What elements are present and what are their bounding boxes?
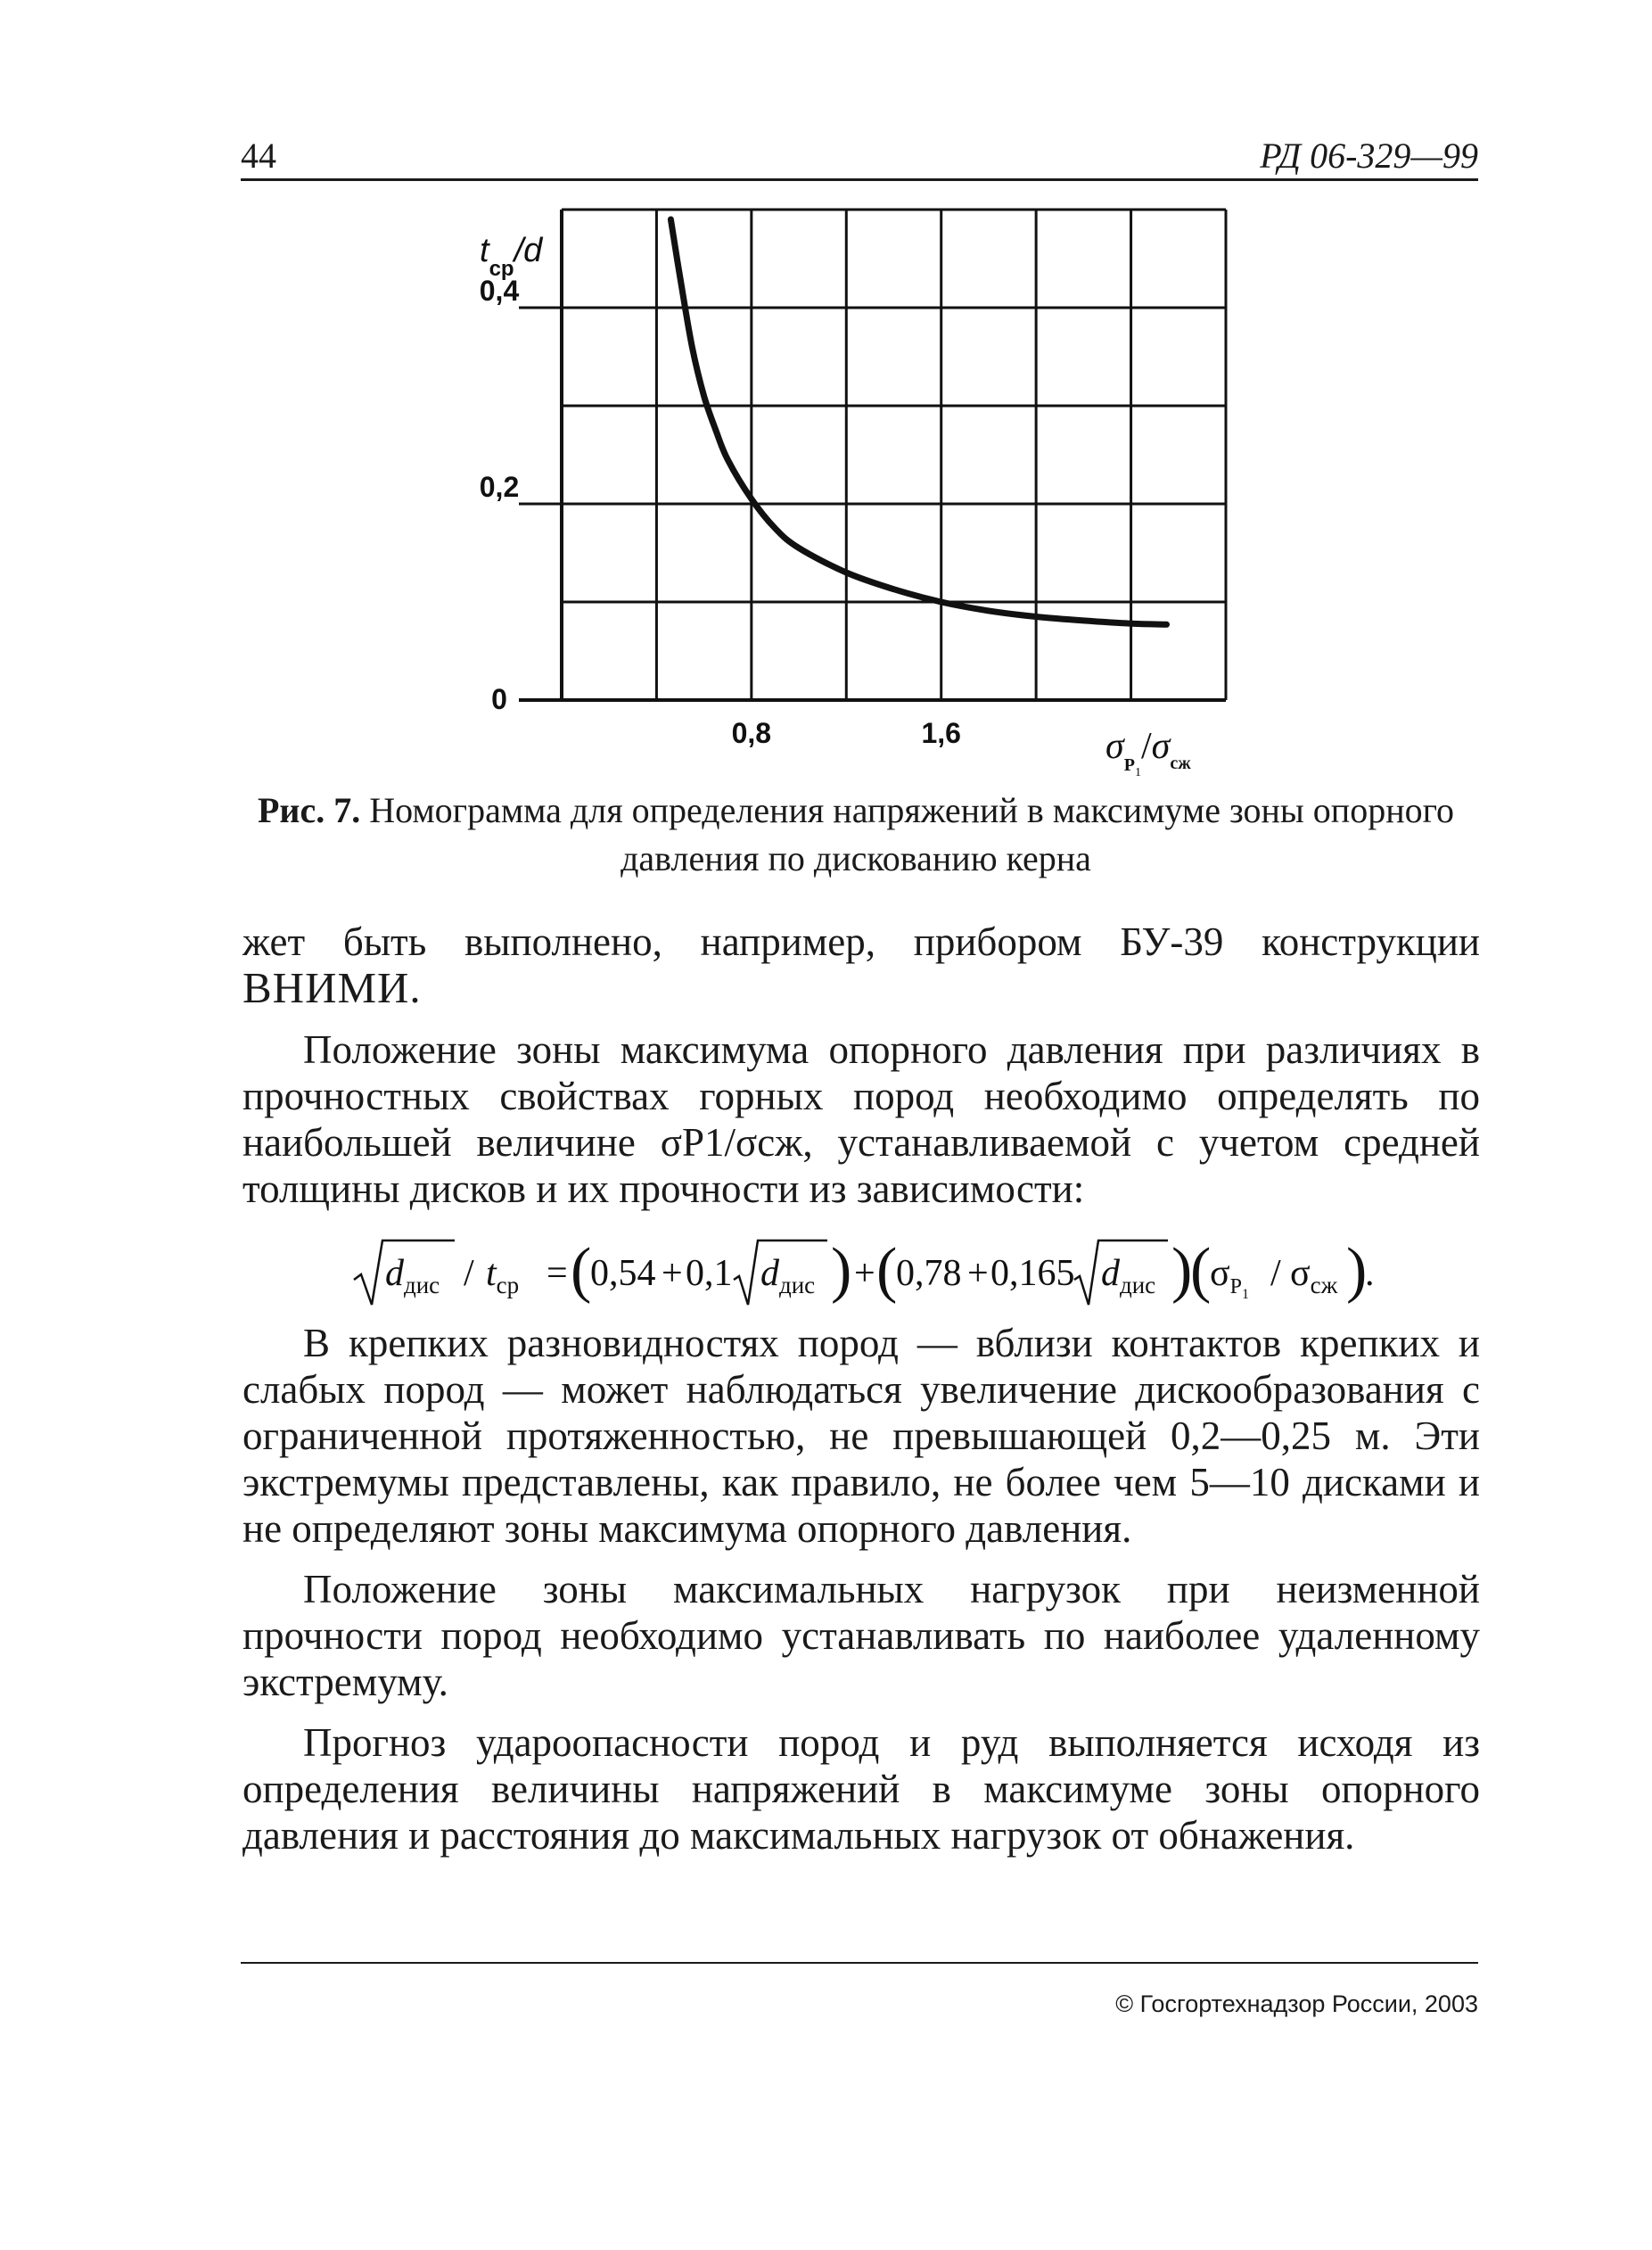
copyright-notice: © Госгортехнадзор России, 2003 <box>1115 1990 1478 2017</box>
x-tick-label-0: 0,8 <box>731 717 772 749</box>
formula-d-3: $d_{дис}$ <box>1101 1253 1156 1298</box>
document-code: РД 06-329—99 <box>1260 136 1478 176</box>
paren-open-1: ( <box>571 1236 592 1305</box>
header-rule <box>241 178 1478 181</box>
figure-caption <box>232 787 1480 883</box>
axes <box>519 210 1226 700</box>
tick-labels <box>480 275 961 749</box>
formula-t: $t_{ср}$ <box>486 1253 520 1298</box>
y-tick-label-2: 0,4 <box>479 275 520 307</box>
paragraph-0-text: жет быть выполнено, например, прибором БУ-39 конструкции <box>242 919 1480 964</box>
formula-plus-2: + <box>854 1253 875 1294</box>
paren-open-2: ( <box>876 1236 898 1305</box>
caption-text: Номограмма для определения напряжений в максимуме зоны опорного давления по дискованию керна <box>369 790 1455 878</box>
paren-open-3: ( <box>1190 1236 1212 1305</box>
formula-const-3: 0,78 <box>896 1253 962 1294</box>
formula-sigma-sg: $\sigma_{сж}$ <box>1290 1253 1338 1298</box>
paren-close-3: ) <box>1346 1236 1368 1305</box>
formula-plus-3: + <box>967 1253 989 1294</box>
y-tick-label-1: 0,2 <box>479 471 520 503</box>
formula-d-2: $d_{дис}$ <box>760 1253 816 1298</box>
page-number: 44 <box>241 136 276 176</box>
series-curve <box>670 219 1166 624</box>
x-axis-label: $\sigma_P1/\sigma_{сж}$ <box>1105 726 1191 779</box>
footer-rule <box>241 1962 1478 1964</box>
x-tick-label-1: 1,6 <box>921 717 961 749</box>
paren-close-1: ) <box>831 1236 852 1305</box>
paragraph-4: Прогноз удароопасности пород и руд выполняется исходя из определения величины напряжений в максимуме зоны опорного давления и расстояния до максимальных нагрузок от обнажения. <box>242 1720 1480 1858</box>
y-tick-label-0: 0 <box>491 683 507 715</box>
paragraph-3: Положение зоны максимальных нагрузок при неизменной прочности пород необходимо устанавливать по наиболее удаленному экстремуму. <box>242 1567 1480 1704</box>
text-block-top <box>242 919 1480 1226</box>
nomogram-chart <box>464 201 1266 789</box>
formula-sigma-p: $\sigma_P1$ <box>1210 1253 1249 1302</box>
paragraph-2: В крепких разновидностях пород — вблизи контактов крепких и слабых пород — может наблюдаться увеличение дискообразования с ограниченной протяженностью, не превышающей 0,2—0,25 м. Эти экстремумы представлены, как правило, не более чем 5—10 дисками и не определяют зоны максимума опорного давления. <box>242 1321 1480 1551</box>
grid <box>562 210 1226 700</box>
caption-label: Рис. 7. <box>257 790 361 830</box>
y-axis-label: $t_{ср}/d$ <box>480 232 543 281</box>
formula-d-1: $d_{дис}$ <box>385 1253 440 1298</box>
formula-equals: = <box>547 1253 568 1294</box>
formula-end-dot: . <box>1365 1253 1375 1294</box>
paragraph-0-tail: ВНИМИ. <box>242 963 422 1012</box>
formula-const-1: 0,54 <box>590 1253 656 1294</box>
formula-const-4: 0,165 <box>990 1253 1075 1294</box>
formula-slash-1: / <box>464 1253 474 1294</box>
paren-close-2: ) <box>1171 1236 1193 1305</box>
formula-const-2: 0,1 <box>686 1253 733 1294</box>
text-block-bottom <box>242 1320 1480 1873</box>
paragraph-continuation <box>242 919 1480 1012</box>
formula <box>352 1233 1404 1314</box>
formula-plus-1: + <box>662 1253 683 1294</box>
paragraph-1: Положение зоны максимума опорного давления при различиях в прочностных свойствах горных пород необходимо определять по наибольшей величине σP1/σсж, устанавливаемой с учетом средней толщины дисков и их прочности из зависимости: <box>242 1027 1480 1211</box>
formula-slash-2: / <box>1270 1253 1281 1294</box>
